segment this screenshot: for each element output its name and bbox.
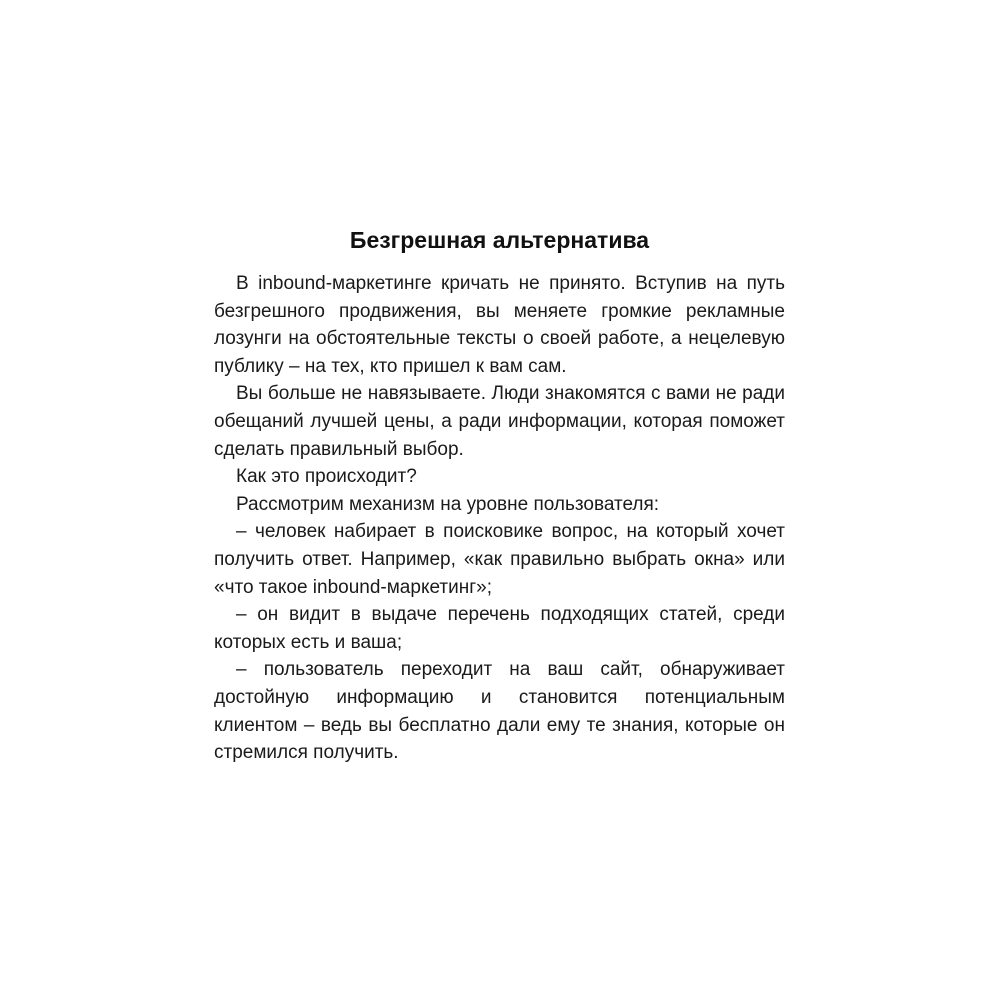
book-page: [214, 224, 785, 767]
list-item-visit: – пользователь переходит на ваш сайт, обнаруживает достойную информацию и становится потенциальным клиентом – ведь вы бесплатно дали ему те знания, которые он стремился получить.: [214, 659, 785, 764]
paragraph-question: Как это происходит?: [236, 466, 417, 488]
paragraph-no-imposing: Вы больше не навязываете. Люди знакомятся с вами не ради обещаний лучшей цены, а ради информации, которая поможет сделать правильный выбор.: [214, 383, 785, 460]
paragraph-mechanism: Рассмотрим механизм на уровне пользователя:: [236, 493, 660, 515]
paragraph-intro: В inbound-маркетинге кричать не принято. Вступив на путь безгрешного продвижения, вы меняете громкие рекламные лозунги на обстоятельные тексты о своей работе, а нецелевую публику – на тех, кто пришел к вам сам.: [214, 273, 785, 377]
list-item-results: – он видит в выдаче перечень подходящих статей, среди которых есть и ваша;: [214, 604, 785, 653]
section-title: Безгрешная альтернатива: [349, 227, 650, 253]
list-item-search: – человек набирает в поисковике вопрос, на который хочет получить ответ. Например, «как правильно выбрать окна» или «что такое inbound-маркетинг»;: [214, 521, 785, 598]
